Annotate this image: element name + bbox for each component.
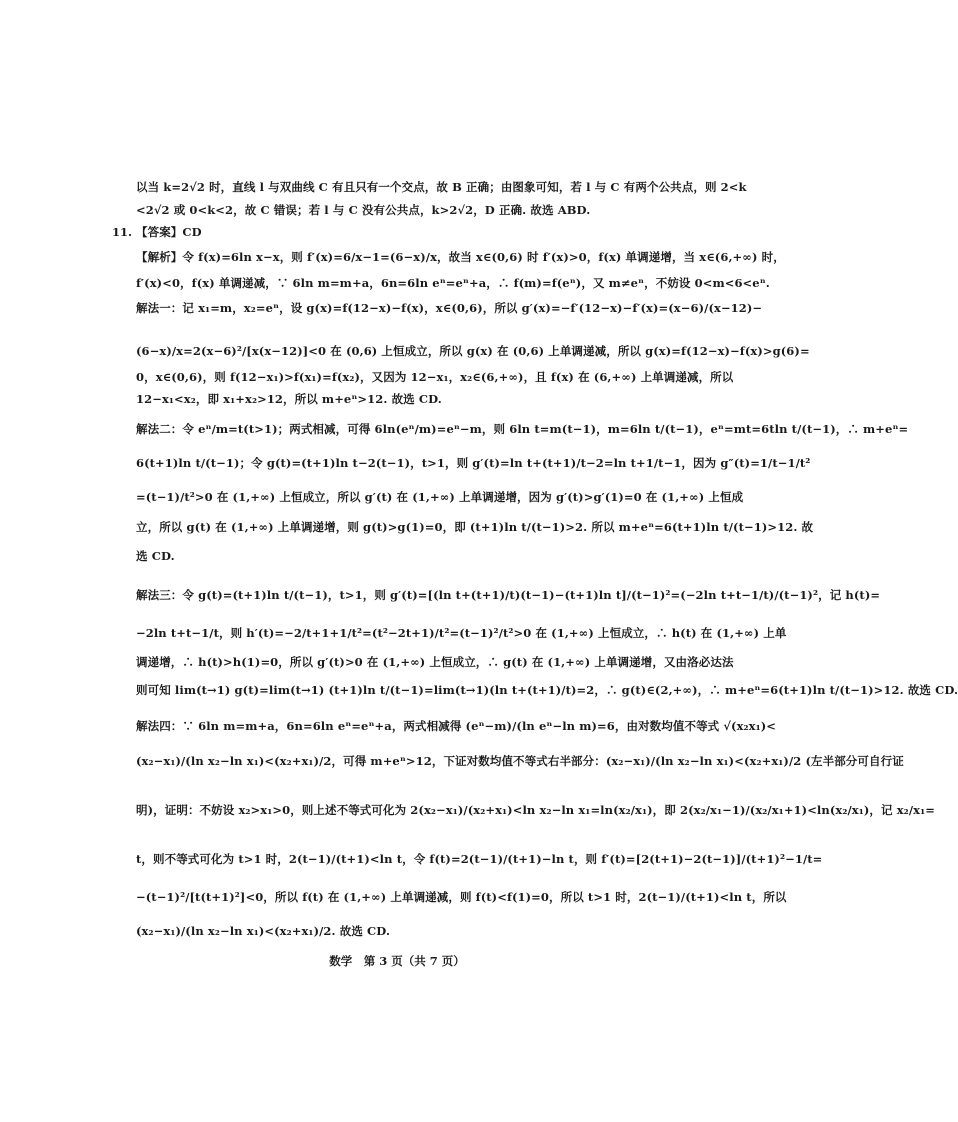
text-line: 则可知 lim(t→1) g(t)=lim(t→1) (t+1)ln t/(t−1)=lim(t→1)(ln t+(t+1)/t)=2，∴ g(t)∈(2,+∞)，∴ m+eⁿ=6(t+1)ln t/(t−1)>12. 故选 CD. (136, 683, 958, 697)
method-one-line: 解法一：记 x₁=m，x₂=eⁿ，设 g(x)=f(12−x)−f(x)，x∈(0,6)，所以 g′(x)=−f′(12−x)−f′(x)=(x−6)/(x−12)− (136, 301, 763, 315)
text-line: 以当 k=2√2 时，直线 l 与双曲线 C 有且只有一个交点，故 B 正确；由图象可知，若 l 与 C 有两个公共点，则 2<k (136, 180, 747, 194)
text-line: 6(t+1)ln t/(t−1)；令 g(t)=(t+1)ln t−2(t−1)，t>1，则 g′(t)=ln t+(t+1)/t−2=ln t+1/t−1，因为 g″(t)=1/t−1/t² (136, 456, 811, 470)
method-two-line: 解法二：令 eⁿ/m=t(t>1)；两式相减，可得 6ln(eⁿ/m)=eⁿ−m，则 6ln t=m(t−1)，m=6ln t/(t−1)，eⁿ=mt=6tln t/(t−1)，∴ m+eⁿ= (136, 422, 909, 436)
answer-label: 【答案】CD (136, 225, 202, 239)
text-line: −2ln t+t−1/t，则 h′(t)=−2/t+1+1/t²=(t²−2t+1)/t²=(t−1)²/t²>0 在 (1,+∞) 上恒成立，∴ h(t) 在 (1,+∞) 上单 (136, 626, 787, 640)
text-line: t，则不等式可化为 t>1 时，2(t−1)/(t+1)<ln t，令 f(t)=2(t−1)/(t+1)−ln t，则 f′(t)=[2(t+1)−2(t−1)]/(t+1)²−1/t= (136, 852, 823, 866)
text-line: −(t−1)²/[t(t+1)²]<0，所以 f(t) 在 (1,+∞) 上单调递减，则 f(t)<f(1)=0，所以 t>1 时，2(t−1)/(t+1)<ln t，所以 (136, 890, 787, 904)
page-footer: 数学 第 3 页（共 7 页） (329, 954, 465, 968)
text-line: f′(x)<0，f(x) 单调递减，∵ 6ln m=m+a，6n=6ln eⁿ=eⁿ+a，∴ f(m)=f(eⁿ)，又 m≠eⁿ，不妨设 0<m<6<eⁿ. (136, 276, 770, 290)
text-line: (x₂−x₁)/(ln x₂−ln x₁)<(x₂+x₁)/2. 故选 CD. (136, 924, 391, 938)
text-line: 调递增，∴ h(t)>h(1)=0，所以 g′(t)>0 在 (1,+∞) 上恒成立，∴ g(t) 在 (1,+∞) 上单调递增，又由洛必达法 (136, 655, 734, 669)
text-line: 0，x∈(0,6)，则 f(12−x₁)>f(x₁)=f(x₂)，又因为 12−x₁，x₂∈(6,+∞)，且 f(x) 在 (6,+∞) 上单调递减，所以 (136, 370, 734, 384)
text-line: =(t−1)/t²>0 在 (1,+∞) 上恒成立，所以 g′(t) 在 (1,+∞) 上单调递增，因为 g′(t)>g′(1)=0 在 (1,+∞) 上恒成 (136, 490, 744, 504)
method-four-line: 解法四：∵ 6ln m=m+a，6n=6ln eⁿ=eⁿ+a，两式相减得 (eⁿ−m)/(ln eⁿ−ln m)=6，由对数均值不等式 √(x₂x₁)< (136, 719, 777, 733)
text-line: 12−x₁<x₂，即 x₁+x₂>12，所以 m+eⁿ>12. 故选 CD. (136, 392, 442, 406)
text-line: (x₂−x₁)/(ln x₂−ln x₁)<(x₂+x₁)/2，可得 m+eⁿ>12，下证对数均值不等式右半部分：(x₂−x₁)/(ln x₂−ln x₁)<(x₂+x₁)/2 (左半部分可自行证 (136, 754, 904, 768)
text-line: (6−x)/x=2(x−6)²/[x(x−12)]<0 在 (0,6) 上恒成立，所以 g(x) 在 (0,6) 上单调递减，所以 g(x)=f(12−x)−f(x)>g(6)= (136, 344, 810, 358)
method-three-line: 解法三：令 g(t)=(t+1)ln t/(t−1)，t>1，则 g′(t)=[(ln t+(t+1)/t)(t−1)−(t+1)ln t]/(t−1)²=(−2ln t+t−1/t)/(t−1)²，记 h(t)= (136, 588, 881, 602)
question-number: 11. (112, 225, 133, 239)
text-line: 明)，证明：不妨设 x₂>x₁>0，则上述不等式可化为 2(x₂−x₁)/(x₂+x₁)<ln x₂−ln x₁=ln(x₂/x₁)，即 2(x₂/x₁−1)/(x₂/x₁+1)<ln(x₂/x₁)，记 x₂/x₁= (136, 803, 935, 817)
text-line: 立，所以 g(t) 在 (1,+∞) 上单调递增，则 g(t)>g(1)=0，即 (t+1)ln t/(t−1)>2. 所以 m+eⁿ=6(t+1)ln t/(t−1)>12. 故 (136, 520, 814, 534)
analysis-line: 【解析】令 f(x)=6ln x−x，则 f′(x)=6/x−1=(6−x)/x，故当 x∈(0,6) 时 f′(x)>0，f(x) 单调递增，当 x∈(6,+∞) 时， (136, 250, 785, 264)
text-line: 选 CD. (136, 549, 175, 563)
text-line: <2√2 或 0<k<2，故 C 错误；若 l 与 C 没有公共点，k>2√2，D 正确. 故选 ABD. (136, 203, 591, 217)
